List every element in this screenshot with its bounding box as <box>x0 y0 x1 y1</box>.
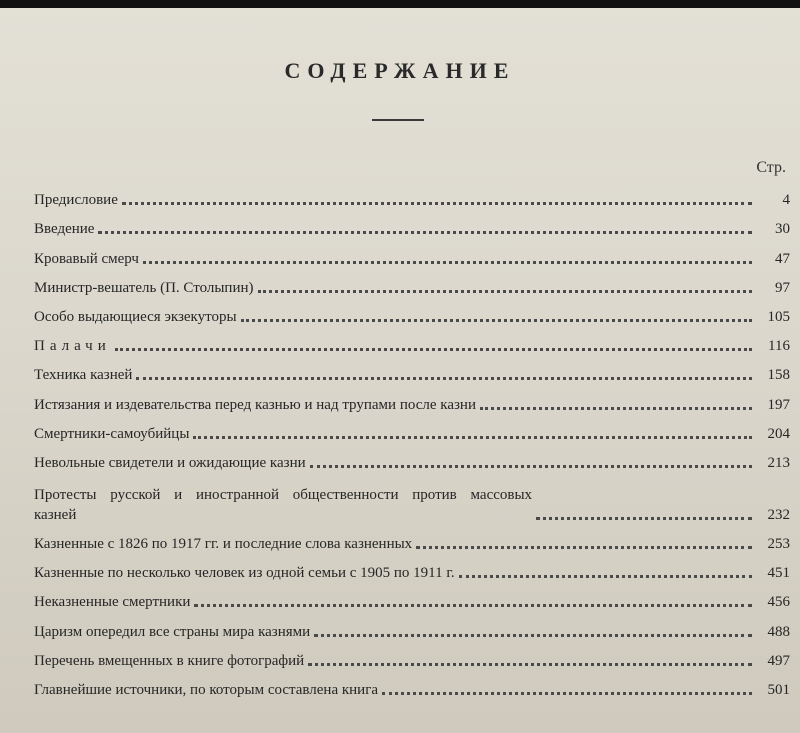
toc-entry-text: Невольные свидетели и ожидающие казни <box>34 454 306 471</box>
toc-entry-text: Главнейшие источники, по которым составлена книга <box>34 682 379 698</box>
dot-leader <box>122 202 752 205</box>
toc-entry <box>34 443 790 472</box>
toc-entry <box>34 209 790 238</box>
toc-entry-text: Неказненные смертники <box>34 594 191 611</box>
dot-leader <box>194 604 752 607</box>
dot-leader <box>310 465 752 468</box>
toc-entry-page: 232 <box>767 506 790 523</box>
toc-entry-page: 197 <box>767 396 790 413</box>
toc-entry-page: 4 <box>782 192 790 209</box>
toc-entry-text: Предисловие <box>34 192 118 209</box>
toc-entry <box>34 297 790 326</box>
top-border <box>0 0 800 8</box>
page-column-label: Стр. <box>756 159 786 176</box>
toc-entry <box>34 180 790 209</box>
toc-entry <box>34 384 790 413</box>
dot-leader <box>308 663 752 666</box>
toc-entry-page: 488 <box>767 623 790 640</box>
toc-entry-page: 30 <box>775 221 790 238</box>
toc-entry <box>34 268 790 297</box>
toc-entry-page: 105 <box>767 308 790 325</box>
toc-entry <box>34 611 790 640</box>
toc-entry-text-line1: Протесты русской и иностранной общественности против массовых <box>34 486 533 503</box>
dot-leader <box>258 290 752 293</box>
toc-entry <box>34 414 790 443</box>
dot-leader <box>382 692 752 695</box>
toc-entry-page: 497 <box>767 652 790 669</box>
dot-leader <box>143 261 752 264</box>
toc-entry-text: Царизм опередил все страны мира казнями <box>34 623 311 640</box>
toc-entry-text: Кровавый смерч <box>34 250 139 267</box>
toc-entry-text: Особо выдающиеся экзекуторы <box>34 308 237 325</box>
book-page <box>0 8 800 733</box>
dot-leader <box>536 517 752 520</box>
dot-leader <box>480 407 752 410</box>
dot-leader <box>241 319 752 322</box>
dot-leader <box>314 634 752 637</box>
toc-entry-text: Министр-вешатель (П. Столыпин) <box>34 279 254 296</box>
dot-leader <box>98 231 752 234</box>
dot-leader <box>416 546 752 549</box>
toc-entry <box>34 524 790 553</box>
toc-entry-page: 501 <box>767 682 790 698</box>
toc-entry <box>34 641 790 670</box>
dot-leader <box>459 575 752 578</box>
title-rule <box>372 119 424 121</box>
toc-entry-text: Казненные с 1826 по 1917 гг. и последние слова казненных <box>34 536 413 553</box>
dot-leader <box>136 377 752 380</box>
toc-entry-text: Смертники-самоубийцы <box>34 425 190 442</box>
table-of-contents <box>34 180 790 699</box>
toc-entry-text: Техника казней <box>34 367 133 384</box>
toc-entry-text: Палачи <box>34 338 111 355</box>
toc-entry-page: 213 <box>767 454 790 471</box>
toc-entry-page: 47 <box>775 250 790 267</box>
toc-entry <box>34 326 790 355</box>
toc-entry <box>34 238 790 267</box>
toc-entry-page: 158 <box>767 367 790 384</box>
toc-entry-text: Казненные по несколько человек из одной семьи с 1905 по 1911 г. <box>34 565 455 582</box>
toc-entry-text: Введение <box>34 221 95 238</box>
toc-entry <box>34 670 790 699</box>
page-title: СОДЕРЖАНИЕ <box>284 58 516 83</box>
toc-entry-text-block <box>34 483 532 524</box>
toc-entry-page: 97 <box>775 279 790 296</box>
toc-entry-text: Истязания и издевательства перед казнью и над трупами после казни <box>34 396 476 413</box>
toc-entry-page: 253 <box>767 536 790 553</box>
toc-entry-text-line2: казней <box>34 506 77 523</box>
toc-entry-page: 116 <box>768 338 790 355</box>
toc-entry-page: 451 <box>767 565 790 582</box>
toc-entry-page: 456 <box>767 594 790 611</box>
dot-leader <box>193 436 752 439</box>
toc-entry <box>34 553 790 582</box>
toc-entry <box>34 355 790 384</box>
toc-entry-page: 204 <box>767 425 790 442</box>
dot-leader <box>115 348 752 351</box>
toc-entry <box>34 582 790 611</box>
toc-entry <box>34 472 790 524</box>
toc-entry-text: Перечень вмещенных в книге фотографий <box>34 652 305 669</box>
